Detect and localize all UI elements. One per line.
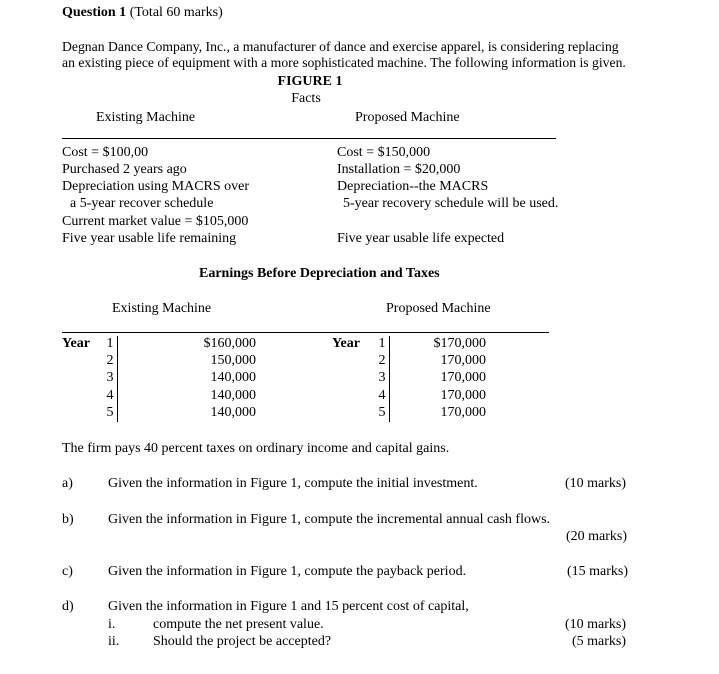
existing-value: $160,000 [203, 336, 256, 351]
existing-fact: a 5-year recover schedule [70, 196, 214, 211]
tax-note: The firm pays 40 percent taxes on ordinary income and capital gains. [62, 441, 450, 456]
existing-value: 140,000 [210, 370, 256, 385]
subpart-marks: (10 marks) [565, 617, 627, 632]
existing-fact: Depreciation using MACRS over [62, 179, 250, 194]
proposed-year: 4 [378, 388, 386, 403]
earnings-divider [62, 332, 549, 333]
intro-line-2: an existing piece of equipment with a more sophisticated machine. The following information is given. [62, 55, 626, 70]
part-marks: (15 marks) [567, 564, 629, 579]
existing-year: 3 [106, 370, 114, 385]
proposed-fact: Depreciation--the MACRS [337, 179, 489, 194]
question-header [62, 5, 223, 21]
proposed-year: 3 [378, 370, 386, 385]
existing-fact: Cost = $100,00 [62, 145, 149, 160]
earnings-proposed-header: Proposed Machine [386, 301, 491, 316]
subpart-marks: (5 marks) [572, 634, 627, 649]
proposed-value: 170,000 [440, 353, 486, 368]
year-label-proposed: Year [332, 336, 360, 351]
proposed-value: $170,000 [433, 336, 486, 351]
figure-title: FIGURE 1 [277, 74, 343, 89]
proposed-value: 170,000 [440, 370, 486, 385]
subpart-text: compute the net present value. [153, 617, 324, 632]
existing-fact: Purchased 2 years ago [62, 162, 187, 177]
earnings-existing-header: Existing Machine [112, 301, 212, 316]
proposed-year: 1 [378, 336, 386, 351]
existing-year: 4 [106, 388, 114, 403]
earnings-title: Earnings Before Depreciation and Taxes [199, 266, 440, 281]
facts-existing-header: Existing Machine [96, 110, 196, 125]
existing-fact: Five year usable life remaining [62, 231, 237, 246]
part-text: Given the information in Figure 1, compute the incremental annual cash flows. [108, 512, 551, 527]
existing-value: 140,000 [210, 388, 256, 403]
proposed-fact: Five year usable life expected [337, 231, 505, 246]
part-label: b) [62, 512, 74, 527]
existing-year: 2 [106, 353, 114, 368]
proposed-fact: Installation = $20,000 [337, 162, 461, 177]
existing-year: 1 [106, 336, 114, 351]
part-text: Given the information in Figure 1, compute the payback period. [108, 564, 467, 579]
proposed-value: 170,000 [440, 388, 486, 403]
subpart-label: ii. [108, 634, 120, 649]
part-text: Given the information in Figure 1 and 15 percent cost of capital, [108, 599, 469, 614]
proposed-year: 5 [378, 405, 386, 420]
year-label-existing: Year [62, 336, 90, 351]
facts-divider [62, 138, 556, 139]
question-number: Question 1 [62, 5, 127, 20]
subpart-label: i. [108, 617, 116, 632]
existing-year: 5 [106, 405, 114, 420]
existing-value: 150,000 [210, 353, 256, 368]
proposed-fact: Cost = $150,000 [337, 145, 431, 160]
part-label: d) [62, 599, 74, 614]
subpart-text: Should the project be accepted? [153, 634, 332, 649]
intro-line-1: Degnan Dance Company, Inc., a manufacturer of dance and exercise apparel, is considering replacing [62, 39, 619, 54]
question-total-marks: (Total 60 marks) [129, 5, 223, 20]
proposed-value: 170,000 [440, 405, 486, 420]
proposed-year: 2 [378, 353, 386, 368]
part-label: c) [62, 564, 73, 579]
facts-proposed-header: Proposed Machine [355, 110, 460, 125]
part-text: Given the information in Figure 1, compute the initial investment. [108, 476, 478, 491]
existing-fact: Current market value = $105,000 [62, 214, 249, 229]
existing-value: 140,000 [210, 405, 256, 420]
proposed-fact: 5-year recovery schedule will be used. [343, 196, 559, 211]
part-label: a) [62, 476, 73, 491]
part-marks: (20 marks) [566, 529, 628, 544]
figure-subtitle: Facts [291, 91, 321, 106]
part-marks: (10 marks) [565, 476, 627, 491]
